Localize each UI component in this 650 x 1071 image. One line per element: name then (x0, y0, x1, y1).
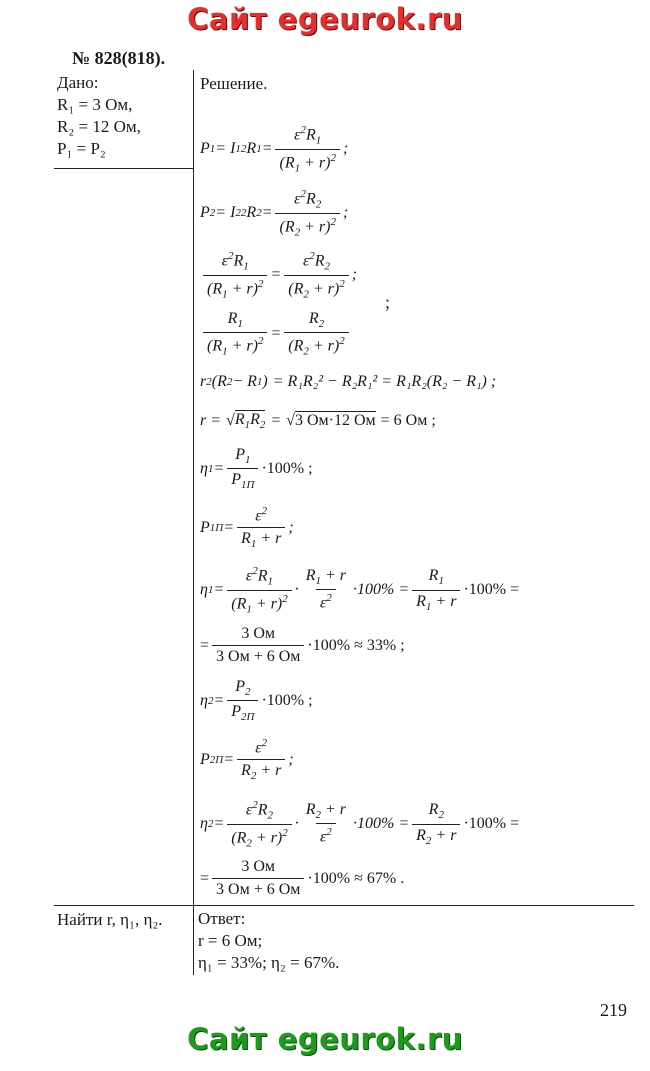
formula-eta1-expanded-tail: ·100% = (463, 581, 520, 599)
given-block (57, 72, 141, 160)
formula-p2: P 2 = I 2 2 R 2 = $\frac{\varepsilon^2R_2}{(R_2 + r)^2}$ ; (200, 188, 349, 239)
formula-eta2-tail: ·100% ; (261, 691, 313, 709)
problem-number: № 828(818). (72, 48, 166, 68)
answer-block (198, 908, 339, 974)
formula-p1p: P 1П = $\frac{\varepsilon^2}{R_1 + r}$ ; (200, 505, 294, 551)
divider-given (54, 168, 193, 169)
formula-p2p: P 2П = $\frac{\varepsilon^2}{R_2 + r}$ ; (200, 737, 294, 783)
given-r1: R₁ = 3 Ом, (57, 95, 133, 114)
formula-eta1-result: ·100% ≈ 33% ; (307, 636, 405, 654)
given-power: P₁ = P₂ (57, 139, 106, 158)
formula-r-value: = 6 Ом ; (380, 411, 436, 429)
formula-eta1-expanded: η 1 = $\frac{\varepsilon^2R_1}{(R_1 + r)^2}$ · $\frac{R_1 + r}{\varepsilon^2}$ ·100% = $\frac{R_1}{R_1 + r}$ ·100% = (200, 565, 520, 616)
given-title: Дано: (57, 73, 99, 92)
formula-ratio: $\frac{R_1}{(R_1 + r)^2}$ = $\frac{R_2}{(R_2 + r)^2}$ (200, 310, 352, 358)
divider-vertical (193, 70, 194, 975)
formula-eta1-tail: ·100% ; (261, 459, 313, 477)
formula-eta2-expanded-tail: ·100% = (463, 815, 520, 833)
site-watermark-top: Сайт egeurok.ru (187, 2, 463, 36)
formula-eta1-numeric: = $\frac{3 Ом}{3 Ом + 6 Ом}$ ·100% ≈ 33% ; (200, 625, 405, 665)
formula-eta2-result: ·100% ≈ 67% . (307, 869, 405, 887)
formula-eta1: η 1 = $\frac{P_1}{P_{1П}}$ ·100% ; (200, 446, 313, 492)
semicolon-mark: ; (385, 292, 391, 312)
formula-eta2-expanded: η 2 = $\frac{\varepsilon^2R_2}{(R_2 + r)^2}$ · $\frac{R_2 + r}{\varepsilon^2}$ ·100% = $\frac{R_2}{R_2 + r}$ ·100% = (200, 799, 520, 850)
formula-eta2: η 2 = $\frac{P_2}{P_{2П}}$ ·100% ; (200, 678, 313, 724)
formula-p1: P 1 = I 1 2 R 1 = $\frac{\varepsilon^2R_1}{(R_1 + r)^2}$ ; (200, 124, 349, 175)
formula-eta2-numeric: = $\frac{3 Ом}{3 Ом + 6 Ом}$ ·100% ≈ 67% . (200, 858, 405, 898)
formula-r-lhs: r = (200, 411, 222, 429)
answer-title: Ответ: (198, 909, 246, 928)
divider-find (54, 905, 634, 906)
formula-expand: r 2 (R 2 − R 1 ) = R₁R₂² − R₂R₁² = R₁R₂(R₂ − R₁) ; (200, 373, 497, 390)
solution-title: Решение. (200, 74, 268, 93)
formula-expand-rhs: = R₁R₂² − R₂R₁² = R₁R₂(R₂ − R₁) ; (272, 373, 497, 390)
page-number: 219 (600, 1000, 627, 1020)
answer-r: r = 6 Ом; (198, 931, 263, 950)
site-watermark-bottom: Сайт egeurok.ru (187, 1022, 463, 1056)
formula-r: r = √ $R_1R_2$ = √ 3 Ом·12 Ом = 6 Ом ; (200, 411, 436, 432)
given-r2: R₂ = 12 Ом, (57, 117, 141, 136)
formula-equality: $\frac{\varepsilon^2R_1}{(R_1 + r)^2}$ = $\frac{\varepsilon^2R_2}{(R_2 + r)^2}$ ; (200, 250, 357, 300)
find-text: Найти r, η₁, η₂. (57, 910, 163, 929)
answer-eta: η₁ = 33%; η₂ = 67%. (198, 953, 340, 972)
